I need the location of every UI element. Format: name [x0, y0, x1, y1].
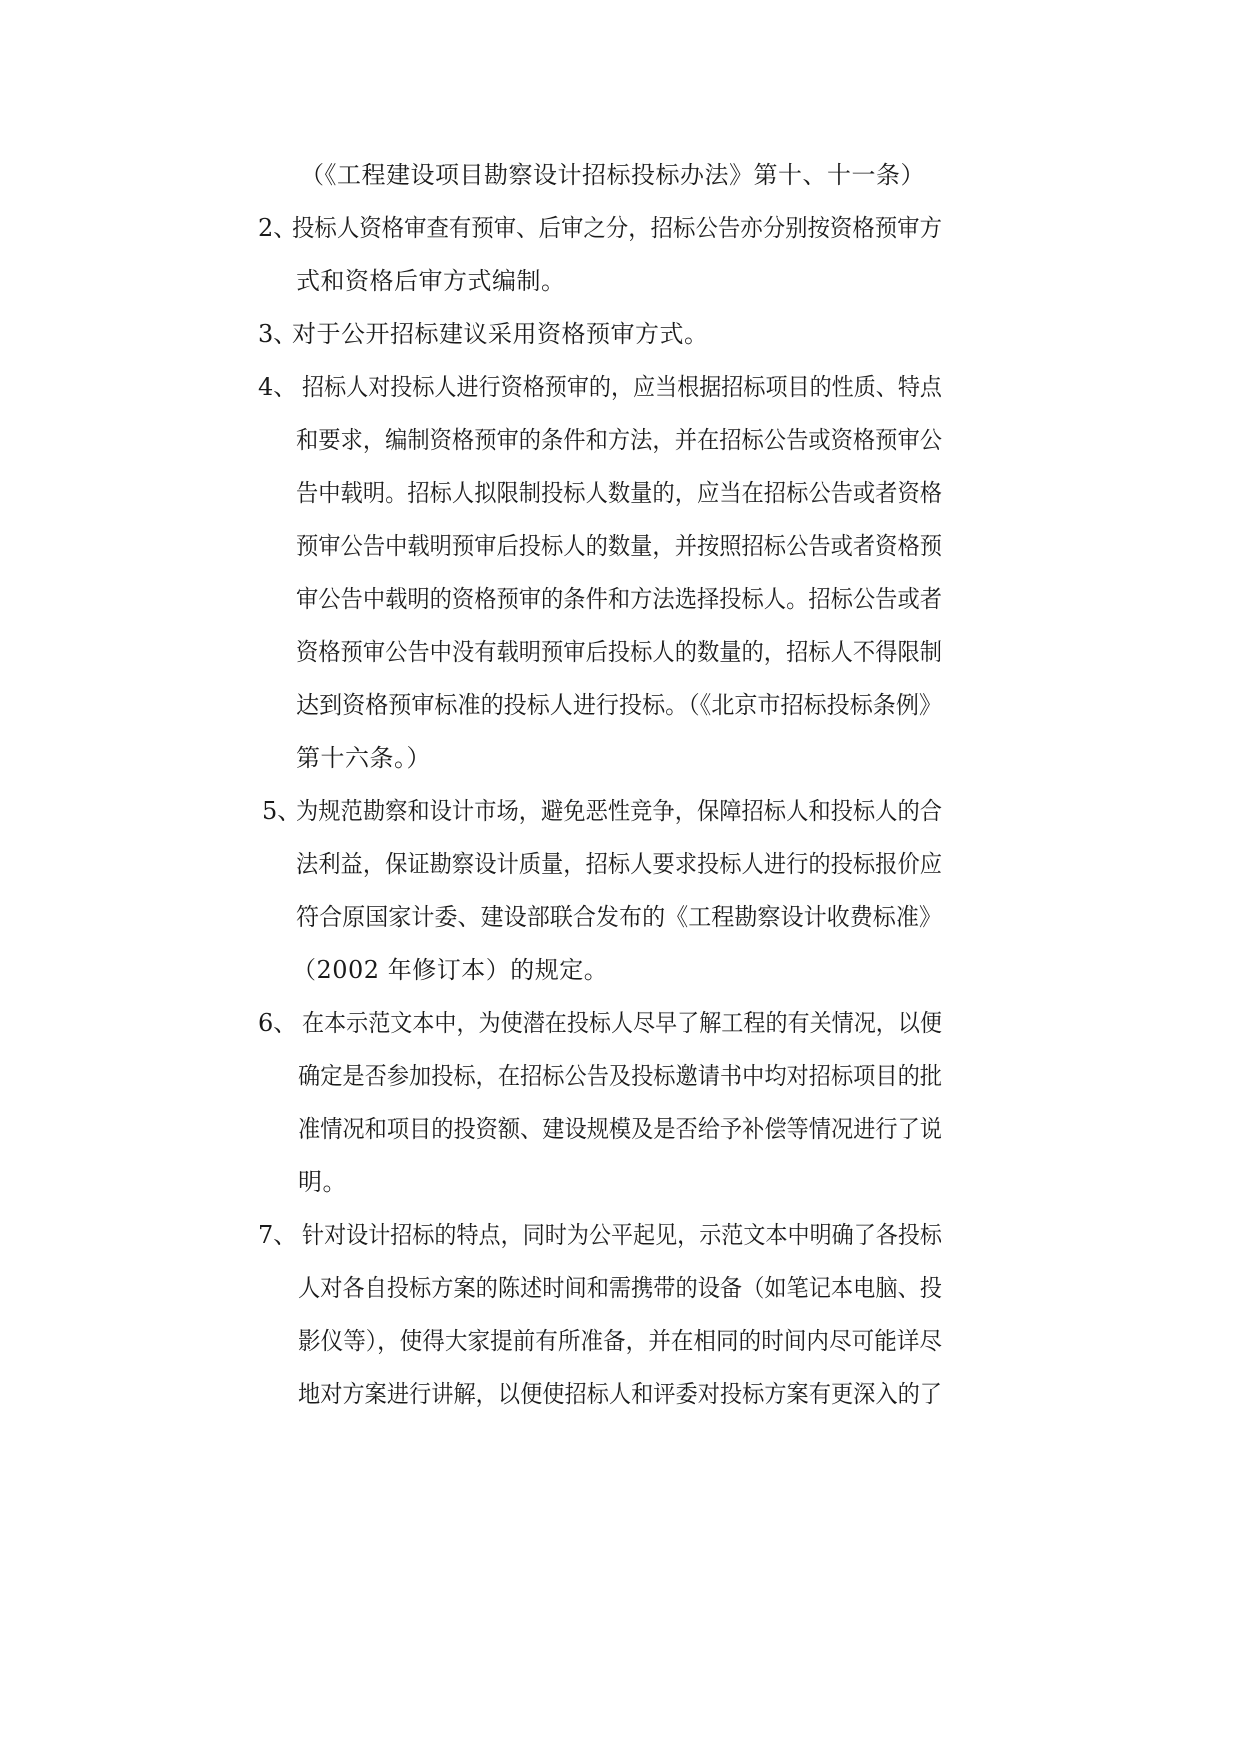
text-line: （《工程建设项目勘察设计招标投标办法》第十、十一条） [300, 161, 925, 189]
item-number-7: 7、 [258, 1221, 298, 1249]
text-line: 明。 [298, 1168, 347, 1196]
text-line: 告中载明。招标人拟限制投标人数量的，应当在招标公告或者资格 [296, 479, 942, 507]
item-number-3: 3、 [258, 320, 298, 348]
item-number-2: 2、 [258, 214, 298, 242]
text-line: （2002 年修订本）的规定。 [292, 956, 609, 984]
text-line: 符合原国家计委、建设部联合发布的《工程勘察设计收费标准》 [296, 903, 942, 931]
text-line: 达到资格预审标准的投标人进行投标。（《北京市招标投标条例》 [296, 691, 942, 719]
text-line: 招标人对投标人进行资格预审的，应当根据招标项目的性质、特点 [302, 373, 942, 401]
text-line: 式和资格后审方式编制。 [296, 267, 566, 295]
item-number-4: 4、 [258, 373, 298, 401]
text-line: 影仪等），使得大家提前有所准备，并在相同的时间内尽可能详尽 [298, 1327, 942, 1355]
text-line: 投标人资格审查有预审、后审之分，招标公告亦分别按资格预审方 [292, 214, 942, 242]
text-line: 人对各自投标方案的陈述时间和需携带的设备（如笔记本电脑、投 [298, 1274, 942, 1302]
text-line: 确定是否参加投标，在招标公告及投标邀请书中均对招标项目的批 [298, 1062, 942, 1090]
text-line: 对于公开招标建议采用资格预审方式。 [292, 320, 709, 348]
text-line: 准情况和项目的投资额、建设规模及是否给予补偿等情况进行了说 [298, 1115, 942, 1143]
text-line: 法利益，保证勘察设计质量，招标人要求投标人进行的投标报价应 [296, 850, 942, 878]
text-line: 和要求，编制资格预审的条件和方法，并在招标公告或资格预审公 [296, 426, 942, 454]
text-line: 为规范勘察和设计市场，避免恶性竞争，保障招标人和投标人的合 [296, 797, 942, 825]
text-line: 针对设计招标的特点，同时为公平起见，示范文本中明确了各投标 [302, 1221, 942, 1249]
text-line: 地对方案进行讲解，以便使招标人和评委对投标方案有更深入的了 [298, 1380, 942, 1408]
text-line: 预审公告中载明预审后投标人的数量，并按照招标公告或者资格预 [296, 532, 942, 560]
text-line: 第十六条。） [296, 744, 431, 772]
text-line: 在本示范文本中，为使潜在投标人尽早了解工程的有关情况，以便 [302, 1009, 942, 1037]
text-line: 审公告中载明的资格预审的条件和方法选择投标人。招标公告或者 [296, 585, 942, 613]
item-number-6: 6、 [258, 1009, 298, 1037]
text-line: 资格预审公告中没有载明预审后投标人的数量的，招标人不得限制 [296, 638, 942, 666]
item-number-5: 5、 [262, 797, 302, 825]
